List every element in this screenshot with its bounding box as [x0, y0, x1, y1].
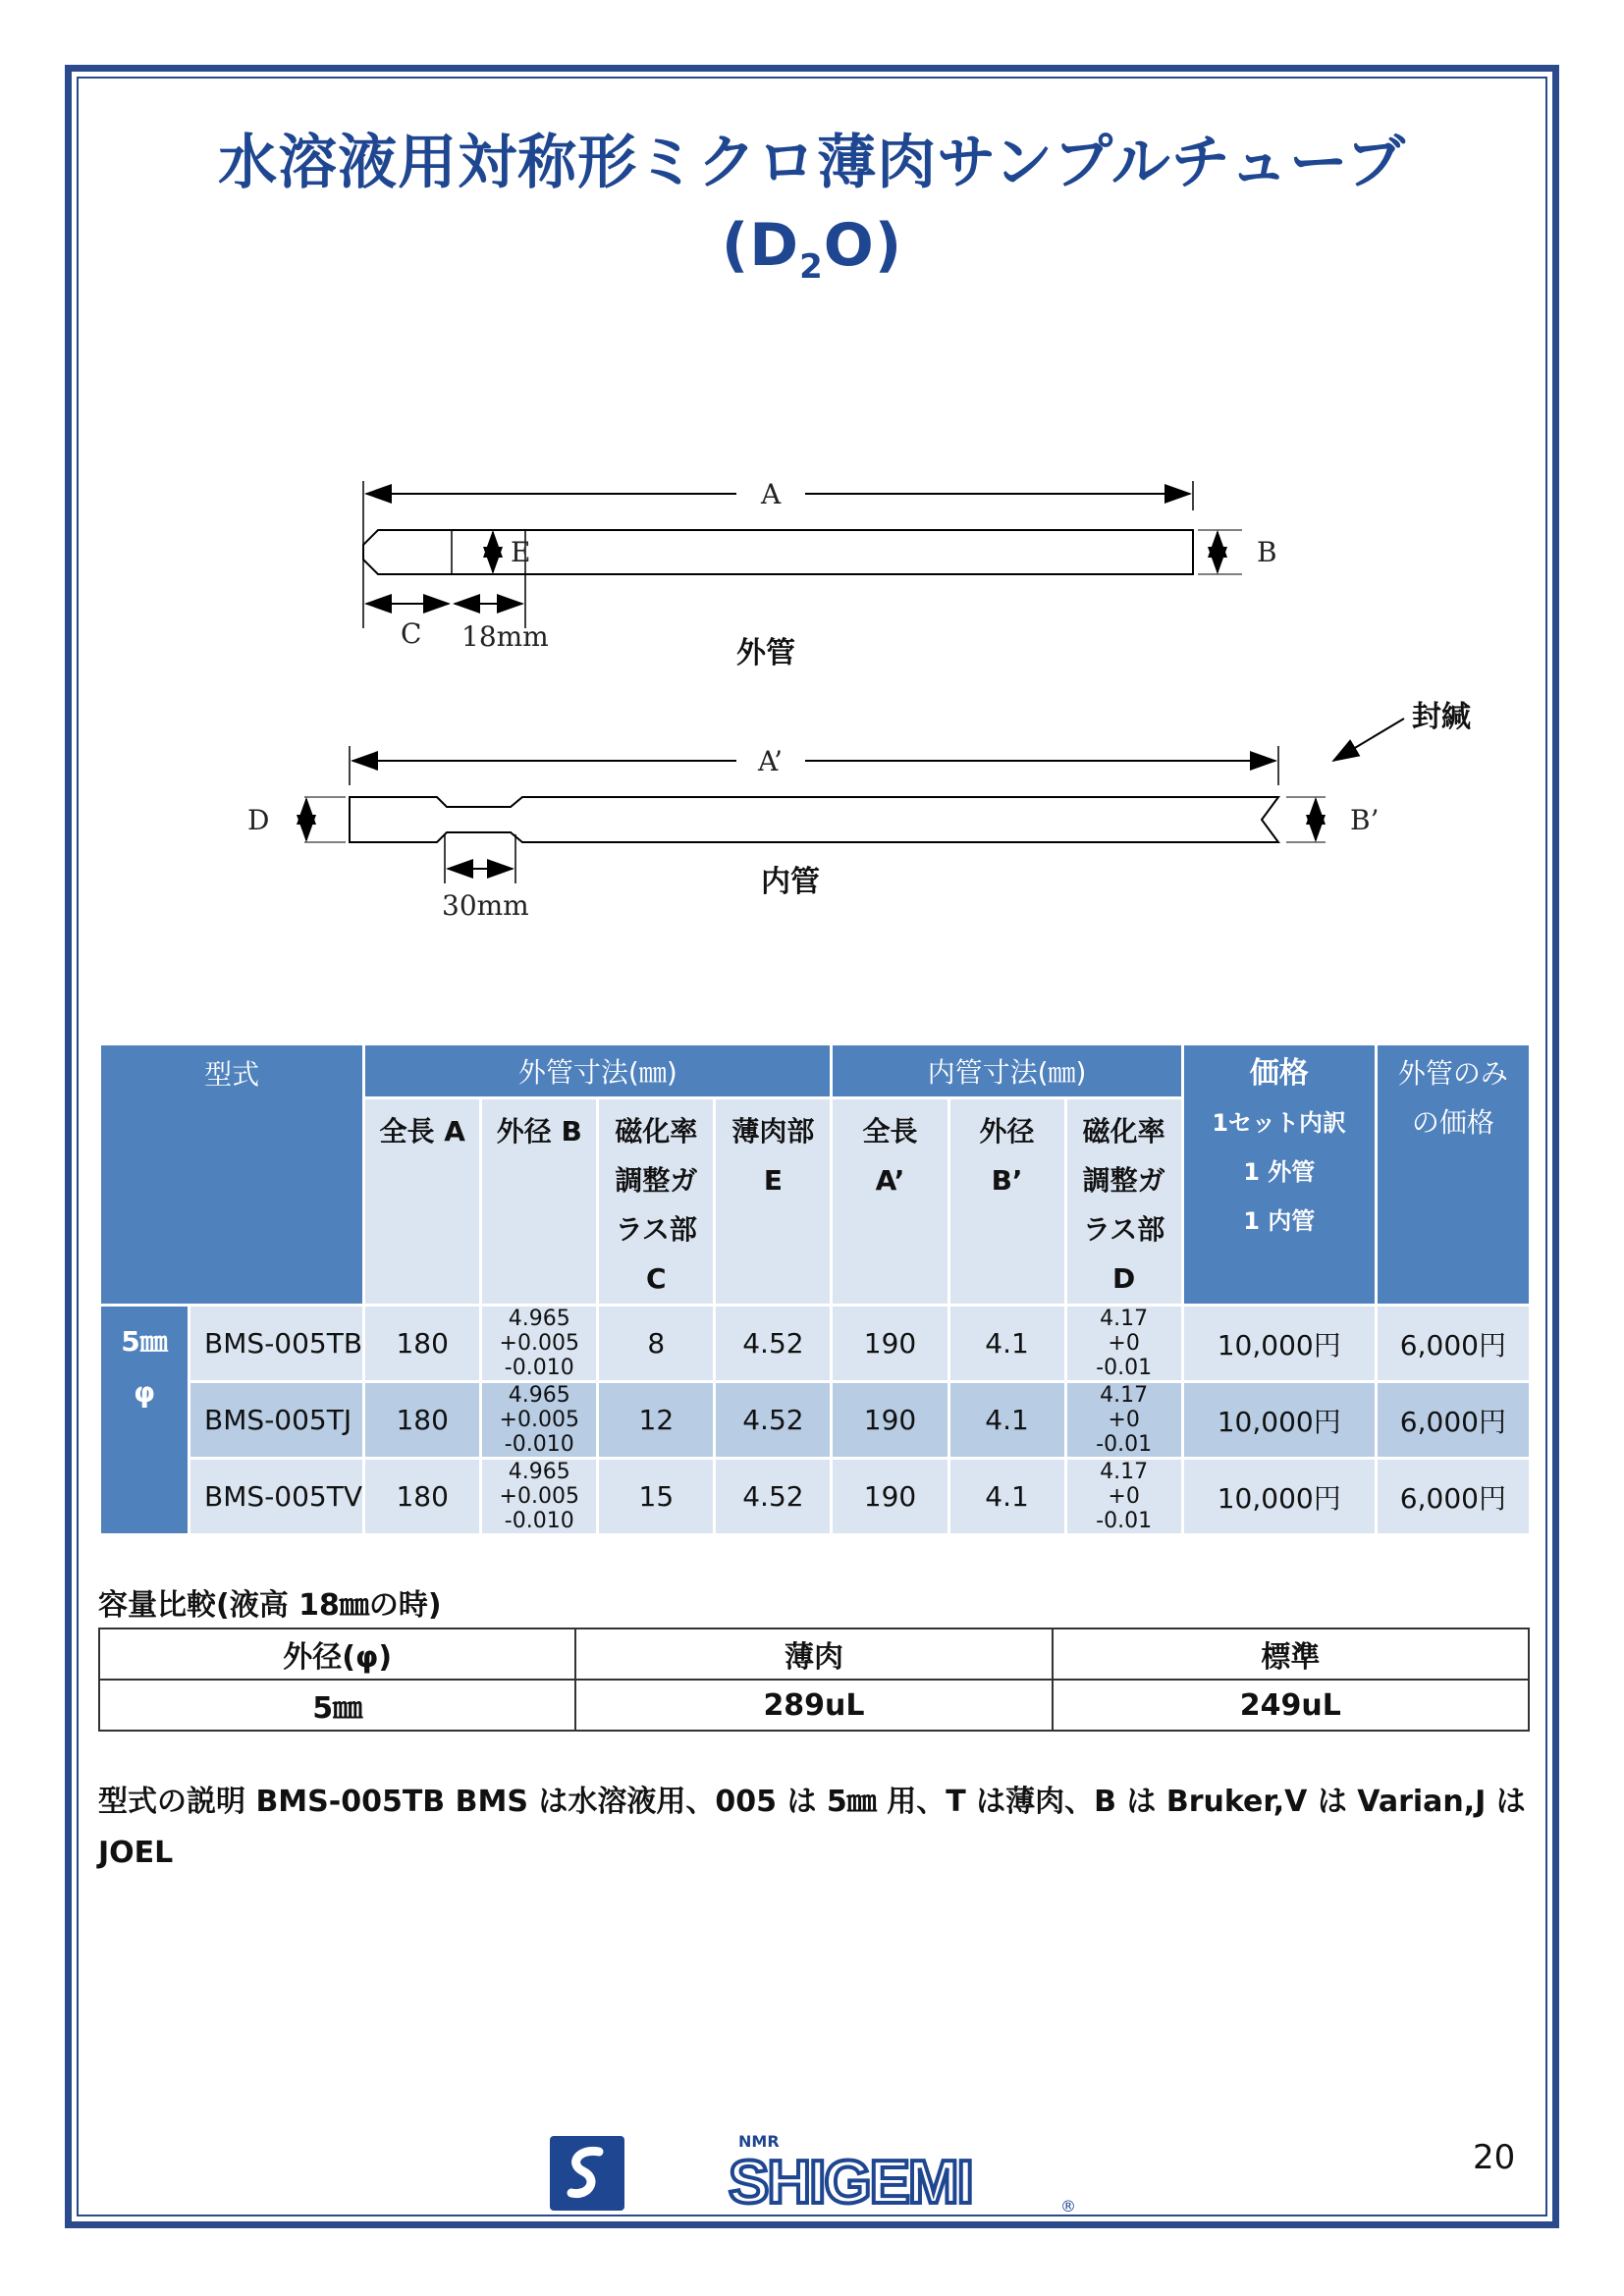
- cell-a-prime: 190: [833, 1383, 947, 1457]
- spec-table: [98, 1042, 1532, 1536]
- header-price: 価格 1セット内訳 1 外管 1 内管: [1184, 1045, 1375, 1304]
- cell-model: BMS-005TJ: [190, 1383, 362, 1457]
- capacity-value-row: [99, 1680, 1529, 1731]
- subheader-od-b-prime: 外径 B’: [950, 1099, 1064, 1304]
- cell-outer-price: 6,000円: [1378, 1383, 1529, 1457]
- side-label: 5㎜ φ: [101, 1307, 188, 1533]
- inner-tube: [304, 746, 1326, 883]
- cell-price: 10,000円: [1184, 1460, 1375, 1533]
- capacity-title: 容量比較(液高 18㎜の時): [98, 1588, 442, 1623]
- label-A: A: [761, 478, 782, 510]
- capacity-header-standard: 標準: [1053, 1629, 1529, 1680]
- label-D: D: [247, 804, 270, 836]
- cell-outer-price: 6,000円: [1378, 1460, 1529, 1533]
- cell-b: 4.965 +0.005 -0.010: [482, 1460, 596, 1533]
- cell-c: 8: [599, 1307, 713, 1380]
- shigemi-logo-icon: [550, 2136, 624, 2211]
- subheader-thin-e: 薄肉部 E: [716, 1099, 830, 1304]
- cell-d: 4.17 +0 -0.01: [1067, 1307, 1181, 1380]
- logo-registered: ®: [1060, 2197, 1076, 2216]
- model-description: 型式の説明 BMS-005TB BMS は水溶液用、005 は 5㎜ 用、T は薄肉、B は Bruker,V は Varian,J は JOEL: [98, 1785, 1526, 1870]
- cell-d: 4.17 +0 -0.01: [1067, 1460, 1181, 1533]
- cell-e: 4.52: [716, 1307, 830, 1380]
- cell-a-prime: 190: [833, 1460, 947, 1533]
- cell-c: 12: [599, 1383, 713, 1457]
- capacity-header-thin: 薄肉: [575, 1629, 1052, 1680]
- label-B: B: [1257, 536, 1277, 568]
- label-C: C: [401, 617, 422, 650]
- table-row: [101, 1460, 1529, 1533]
- subtitle-prefix: (D: [721, 211, 800, 280]
- label-E: E: [511, 536, 531, 568]
- capacity-header-row: [99, 1629, 1529, 1680]
- header-outer-only-price: 外管のみ の価格: [1378, 1045, 1529, 1304]
- logo-nmr: NMR: [738, 2132, 780, 2151]
- header-model: 型式: [101, 1045, 362, 1304]
- cell-a: 180: [365, 1460, 479, 1533]
- page-title: 水溶液用対称形ミクロ薄肉サンプルチューブ: [218, 129, 1406, 197]
- header-outer-dims: 外管寸法(㎜): [365, 1045, 830, 1096]
- table-row: [101, 1307, 1529, 1380]
- cell-price: 10,000円: [1184, 1383, 1375, 1457]
- cell-b: 4.965 +0.005 -0.010: [482, 1383, 596, 1457]
- cell-model: BMS-005TV: [190, 1460, 362, 1533]
- cell-a: 180: [365, 1383, 479, 1457]
- cell-b-prime: 4.1: [950, 1460, 1064, 1533]
- subheader-mag-d: 磁化率 調整ガ ラス部 D: [1067, 1099, 1181, 1304]
- subheader-od-b: 外径 B: [482, 1099, 596, 1304]
- tube-diagram: [226, 461, 1471, 933]
- cell-e: 4.52: [716, 1460, 830, 1533]
- subheader-total-length-a: 全長 A: [365, 1099, 479, 1304]
- cell-a-prime: 190: [833, 1307, 947, 1380]
- cell-price: 10,000円: [1184, 1307, 1375, 1380]
- label-A-prime: A’: [758, 745, 784, 777]
- outer-tube: [363, 481, 1242, 628]
- subtitle-sub: 2: [799, 247, 824, 287]
- capacity-value-standard: 249uL: [1053, 1680, 1529, 1731]
- capacity-header-od: 外径(φ): [99, 1629, 575, 1680]
- header-inner-dims: 内管寸法(㎜): [833, 1045, 1180, 1096]
- capacity-value-thin: 289uL: [575, 1680, 1052, 1731]
- subheader-mag-c: 磁化率 調整ガ ラス部 C: [599, 1099, 713, 1304]
- cell-e: 4.52: [716, 1383, 830, 1457]
- label-18mm: 18mm: [461, 620, 549, 653]
- capacity-value-od: 5㎜: [99, 1680, 575, 1731]
- logo-name: SHIGEMI: [729, 2149, 972, 2216]
- capacity-table: [98, 1628, 1530, 1732]
- page-number: 20: [1473, 2138, 1516, 2177]
- cell-d: 4.17 +0 -0.01: [1067, 1383, 1181, 1457]
- cell-model: BMS-005TB: [190, 1307, 362, 1380]
- cell-b-prime: 4.1: [950, 1383, 1064, 1457]
- label-inner-tube: 内管: [761, 865, 820, 899]
- label-seal: 封緘: [1412, 700, 1471, 734]
- cell-b-prime: 4.1: [950, 1307, 1064, 1380]
- cell-b: 4.965 +0.005 -0.010: [482, 1307, 596, 1380]
- label-outer-tube: 外管: [736, 636, 795, 670]
- subtitle-suffix: O): [823, 211, 903, 280]
- cell-c: 15: [599, 1460, 713, 1533]
- subheader-total-length-a-prime: 全長 A’: [833, 1099, 947, 1304]
- label-B-prime: B’: [1350, 804, 1380, 836]
- cell-outer-price: 6,000円: [1378, 1307, 1529, 1380]
- cell-a: 180: [365, 1307, 479, 1380]
- label-30mm: 30mm: [442, 889, 529, 922]
- table-row: [101, 1383, 1529, 1457]
- page-subtitle: [98, 211, 1526, 287]
